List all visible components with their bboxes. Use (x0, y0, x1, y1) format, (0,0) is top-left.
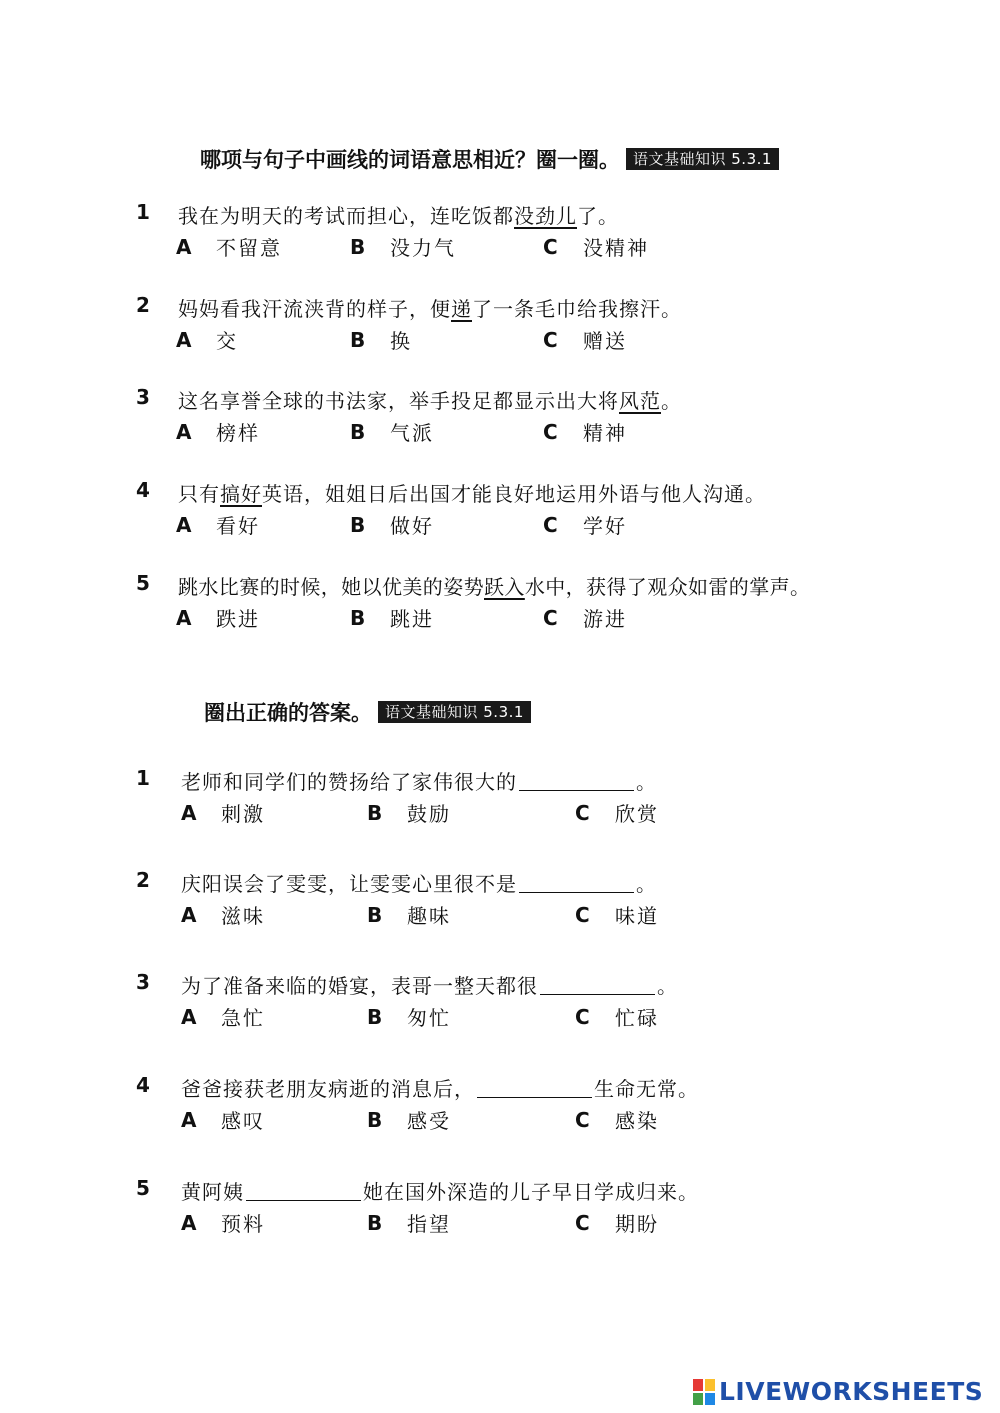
underlined-word: 没劲儿 (514, 204, 577, 228)
question-text: 只有搞好英语，姐姐日后出国才能良好地运用外语与他人沟通。 (178, 482, 766, 506)
section1-heading (200, 144, 779, 174)
option-a[interactable]: A 急忙 (181, 1004, 265, 1030)
question-number: 1 (136, 766, 150, 790)
option-b[interactable]: B 鼓励 (367, 800, 451, 826)
question-text: 为了准备来临的婚宴，表哥一整天都很 。 (181, 974, 678, 998)
option-a[interactable]: A 跌进 (176, 605, 260, 631)
answer-blank[interactable] (540, 994, 655, 995)
section1-title: 哪项与句子中画线的词语意思相近？圈一圈。 (200, 148, 620, 172)
question-number: 3 (136, 970, 150, 994)
option-c[interactable]: C 游进 (543, 605, 627, 631)
question-number: 2 (136, 293, 150, 317)
answer-blank[interactable] (246, 1200, 361, 1201)
option-c[interactable]: C 味道 (575, 902, 659, 928)
answer-blank[interactable] (519, 892, 634, 893)
option-b[interactable]: B 做好 (350, 512, 434, 538)
option-a[interactable]: A 感叹 (181, 1107, 265, 1133)
question-text: 这名享誉全球的书法家，举手投足都显示出大将风范。 (178, 389, 682, 413)
option-c[interactable]: C 学好 (543, 512, 627, 538)
logo-mark-icon (693, 1379, 715, 1405)
option-c[interactable]: C 欣赏 (575, 800, 659, 826)
question-text: 跳水比赛的时候，她以优美的姿势跃入水中，获得了观众如雷的掌声。 (178, 575, 811, 599)
underlined-word: 风范 (619, 389, 661, 413)
section1-tag: 语文基础知识 5.3.1 (626, 148, 779, 170)
question-number: 1 (136, 200, 150, 224)
answer-blank[interactable] (477, 1097, 592, 1098)
option-c[interactable]: C 感染 (575, 1107, 659, 1133)
question-text: 庆阳误会了雯雯，让雯雯心里很不是 。 (181, 872, 657, 896)
option-a[interactable]: A 滋味 (181, 902, 265, 928)
option-b[interactable]: B 指望 (367, 1210, 451, 1236)
option-c[interactable]: C 忙碌 (575, 1004, 659, 1030)
option-b[interactable]: B 跳进 (350, 605, 434, 631)
question-number: 3 (136, 385, 150, 409)
section2-title: 圈出正确的答案。 (204, 701, 372, 725)
question-number: 5 (136, 571, 150, 595)
option-c[interactable]: C 期盼 (575, 1210, 659, 1236)
answer-blank[interactable] (519, 790, 634, 791)
section2-tag: 语文基础知识 5.3.1 (378, 701, 531, 723)
option-a[interactable]: A 榜样 (176, 419, 260, 445)
question-text: 我在为明天的考试而担心，连吃饭都没劲儿了。 (178, 204, 619, 228)
question-text: 黄阿姨 她在国外深造的儿子早日学成归来。 (181, 1180, 699, 1204)
section2-heading (204, 697, 531, 727)
option-c[interactable]: C 没精神 (543, 234, 649, 260)
question-text: 妈妈看我汗流浃背的样子，便递了一条毛巾给我擦汗。 (178, 297, 682, 321)
question-number: 2 (136, 868, 150, 892)
option-a[interactable]: A 交 (176, 327, 238, 353)
logo-text: LIVEWORKSHEETS (719, 1377, 984, 1406)
underlined-word: 搞好 (220, 482, 262, 506)
option-a[interactable]: A 不留意 (176, 234, 282, 260)
question-number: 5 (136, 1176, 150, 1200)
option-b[interactable]: B 没力气 (350, 234, 456, 260)
option-c[interactable]: C 精神 (543, 419, 627, 445)
option-a[interactable]: A 看好 (176, 512, 260, 538)
option-b[interactable]: B 感受 (367, 1107, 451, 1133)
option-a[interactable]: A 刺激 (181, 800, 265, 826)
option-b[interactable]: B 气派 (350, 419, 434, 445)
liveworksheets-logo (693, 1377, 983, 1406)
question-text: 爸爸接获老朋友病逝的消息后， 生命无常。 (181, 1077, 699, 1101)
option-a[interactable]: A 预料 (181, 1210, 265, 1236)
question-number: 4 (136, 478, 150, 502)
option-b[interactable]: B 换 (350, 327, 412, 353)
option-c[interactable]: C 赠送 (543, 327, 627, 353)
option-b[interactable]: B 匆忙 (367, 1004, 451, 1030)
underlined-word: 递 (451, 297, 472, 321)
option-b[interactable]: B 趣味 (367, 902, 451, 928)
underlined-word: 跃入 (484, 575, 525, 599)
question-number: 4 (136, 1073, 150, 1097)
question-text: 老师和同学们的赞扬给了家伟很大的 。 (181, 770, 657, 794)
